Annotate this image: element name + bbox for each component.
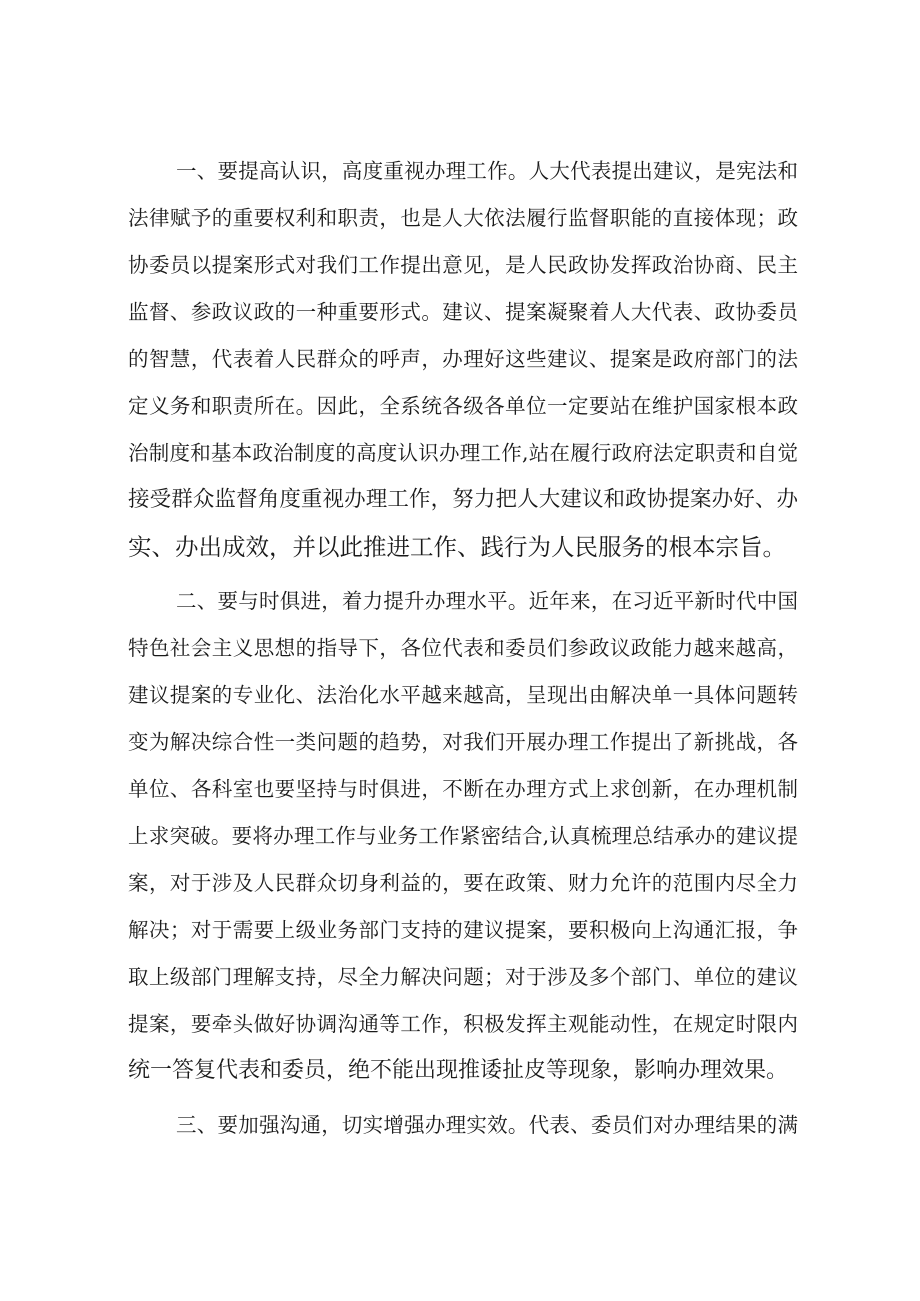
paragraph-2-line-10: 提案，要牵头做好协调沟通等工作，积极发挥主观能动性，在规定时限内 bbox=[128, 1012, 798, 1036]
paragraph-2-line-3: 建议提案的专业化、法治化水平越来越高，呈现出由解决单一具体问题转 bbox=[128, 683, 798, 707]
paragraph-1-line-6: 定义务和职责所在。因此，全系统各级各单位一定要站在维护国家根本政 bbox=[128, 394, 798, 418]
paragraph-2-line-11: 统一答复代表和委员，绝不能出现推诿扯皮等现象，影响办理效果。 bbox=[128, 1058, 789, 1083]
paragraph-2-line-2: 特色社会主义思想的指导下，各位代表和委员们参政议政能力越来越高， bbox=[128, 636, 798, 660]
paragraph-1-line-2: 法律赋予的重要权利和职责，也是人大依法履行监督职能的直接体现；政 bbox=[128, 206, 798, 230]
paragraph-1-line-9: 实、办出成效，并以此推进工作、践行为人民服务的根本宗旨。 bbox=[128, 533, 786, 561]
paragraph-3-line-1: 三、要加强沟通，切实增强办理实效。代表、委员们对办理结果的满 bbox=[176, 1113, 798, 1137]
paragraph-1-line-8: 接受群众监督角度重视办理工作，努力把人大建议和政协提案办好、办 bbox=[128, 487, 798, 512]
paragraph-1-line-3: 协委员以提案形式对我们工作提出意见，是人民政协发挥政治协商、民主 bbox=[128, 253, 798, 277]
paragraph-1-line-1: 一、要提高认识，高度重视办理工作。人大代表提出建议，是宪法和 bbox=[176, 159, 798, 183]
paragraph-2-line-8: 解决；对于需要上级业务部门支持的建议提案，要积极向上沟通汇报，争 bbox=[128, 918, 798, 942]
paragraph-1-line-7: 治制度和基本政治制度的高度认识办理工作,站在履行政府法定职责和自觉 bbox=[128, 441, 798, 465]
paragraph-2-line-9: 取上级部门理解支持，尽全力解决问题；对于涉及多个部门、单位的建议 bbox=[128, 965, 798, 989]
paragraph-2-line-5: 单位、各科室也要坚持与时俱进，不断在办理方式上求创新，在办理机制 bbox=[128, 777, 798, 801]
paragraph-2-line-4: 变为解决综合性一类问题的趋势，对我们开展办理工作提出了新挑战，各 bbox=[128, 730, 798, 754]
paragraph-1-line-4: 监督、参政议政的一种重要形式。建议、提案凝聚着人大代表、政协委员 bbox=[128, 300, 798, 324]
paragraph-2-line-7: 案，对于涉及人民群众切身利益的，要在政策、财力允许的范围内尽全力 bbox=[128, 871, 798, 895]
paragraph-2-line-6: 上求突破。要将办理工作与业务工作紧密结合,认真梳理总结承办的建议提 bbox=[128, 824, 798, 848]
paragraph-1-line-5: 的智慧，代表着人民群众的呼声，办理好这些建议、提案是政府部门的法 bbox=[128, 347, 798, 371]
paragraph-2-line-1: 二、要与时俱进，着力提升办理水平。近年来，在习近平新时代中国 bbox=[176, 589, 798, 613]
